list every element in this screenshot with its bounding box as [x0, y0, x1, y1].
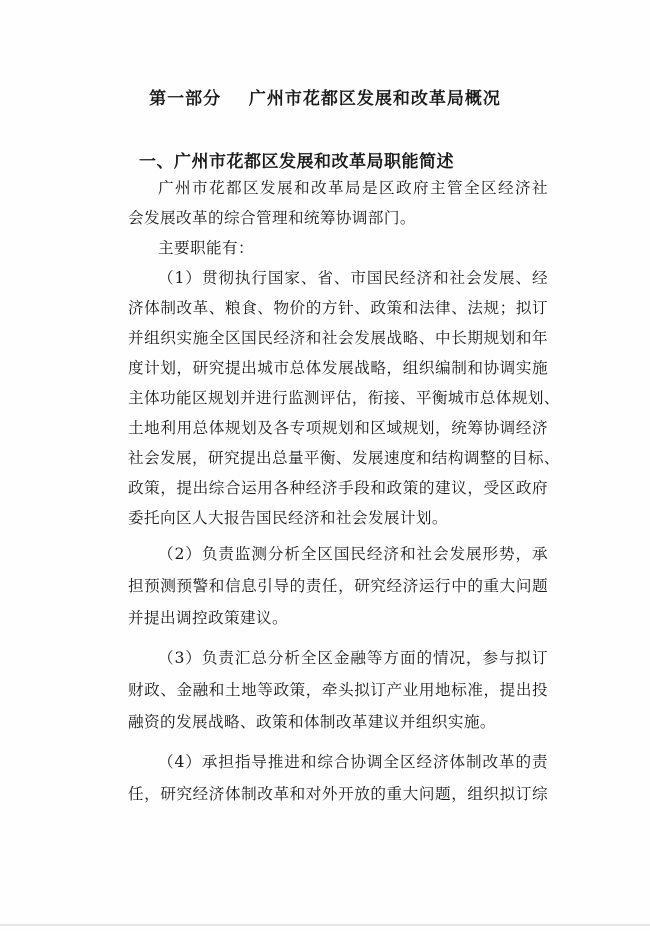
- paragraph-line: 并提出调控政策建议。: [128, 609, 288, 627]
- paragraph-line: 政策，提出综合运用各种经济手段和政策的建议，受区政府: [128, 479, 548, 497]
- paragraph-line: （1）贯彻执行国家、省、市国民经济和社会发展、经: [158, 269, 548, 287]
- paragraph-line: 济体制改革、粮食、物价的方针、政策和法律、法规；拟订: [128, 299, 548, 317]
- paragraph-line: 委托向区人大报告国民经济和社会发展计划。: [128, 509, 448, 527]
- paragraph-line: 主要职能有：: [158, 239, 254, 257]
- paragraph-line: 土地利用总体规划及各专项规划和区域规划，统筹协调经济: [128, 419, 548, 437]
- paragraph-line: （3）负责汇总分析全区金融等方面的情况，参与拟订: [158, 649, 548, 667]
- page-bottom-edge: [0, 924, 650, 926]
- section-heading: 一、广州市花都区发展和改革局职能简述: [139, 152, 454, 172]
- paragraph-line: 社会发展，研究提出总量平衡、发展速度和结构调整的目标、: [128, 449, 560, 467]
- paragraph-line: 并组织实施全区国民经济和社会发展战略、中长期规划和年: [128, 329, 548, 347]
- paragraph-line: 担预测预警和信息引导的责任，研究经济运行中的重大问题: [128, 577, 548, 595]
- document-title: 第一部分 广州市花都区发展和改革局概况: [149, 89, 501, 109]
- paragraph-line: 广州市花都区发展和改革局是区政府主管全区经济社: [158, 179, 548, 197]
- paragraph-line: 任，研究经济体制改革和对外开放的重大问题，组织拟订综: [128, 785, 548, 803]
- paragraph-line: 融资的发展战略、政策和体制改革建议并组织实施。: [128, 713, 496, 731]
- paragraph-line: （4）承担指导推进和综合协调全区经济体制改革的责: [158, 753, 548, 771]
- paragraph-line: 财政、金融和土地等政策，牵头拟订产业用地标准，提出投: [128, 681, 548, 699]
- paragraph-line: 度计划，研究提出城市总体发展战略，组织编制和协调实施: [128, 359, 548, 377]
- paragraph-line: 会发展改革的综合管理和统筹协调部门。: [128, 209, 416, 227]
- paragraph-line: （2）负责监测分析全区国民经济和社会发展形势，承: [158, 545, 548, 563]
- paragraph-line: 主体功能区规划并进行监测评估，衔接、平衡城市总体规划、: [128, 389, 560, 407]
